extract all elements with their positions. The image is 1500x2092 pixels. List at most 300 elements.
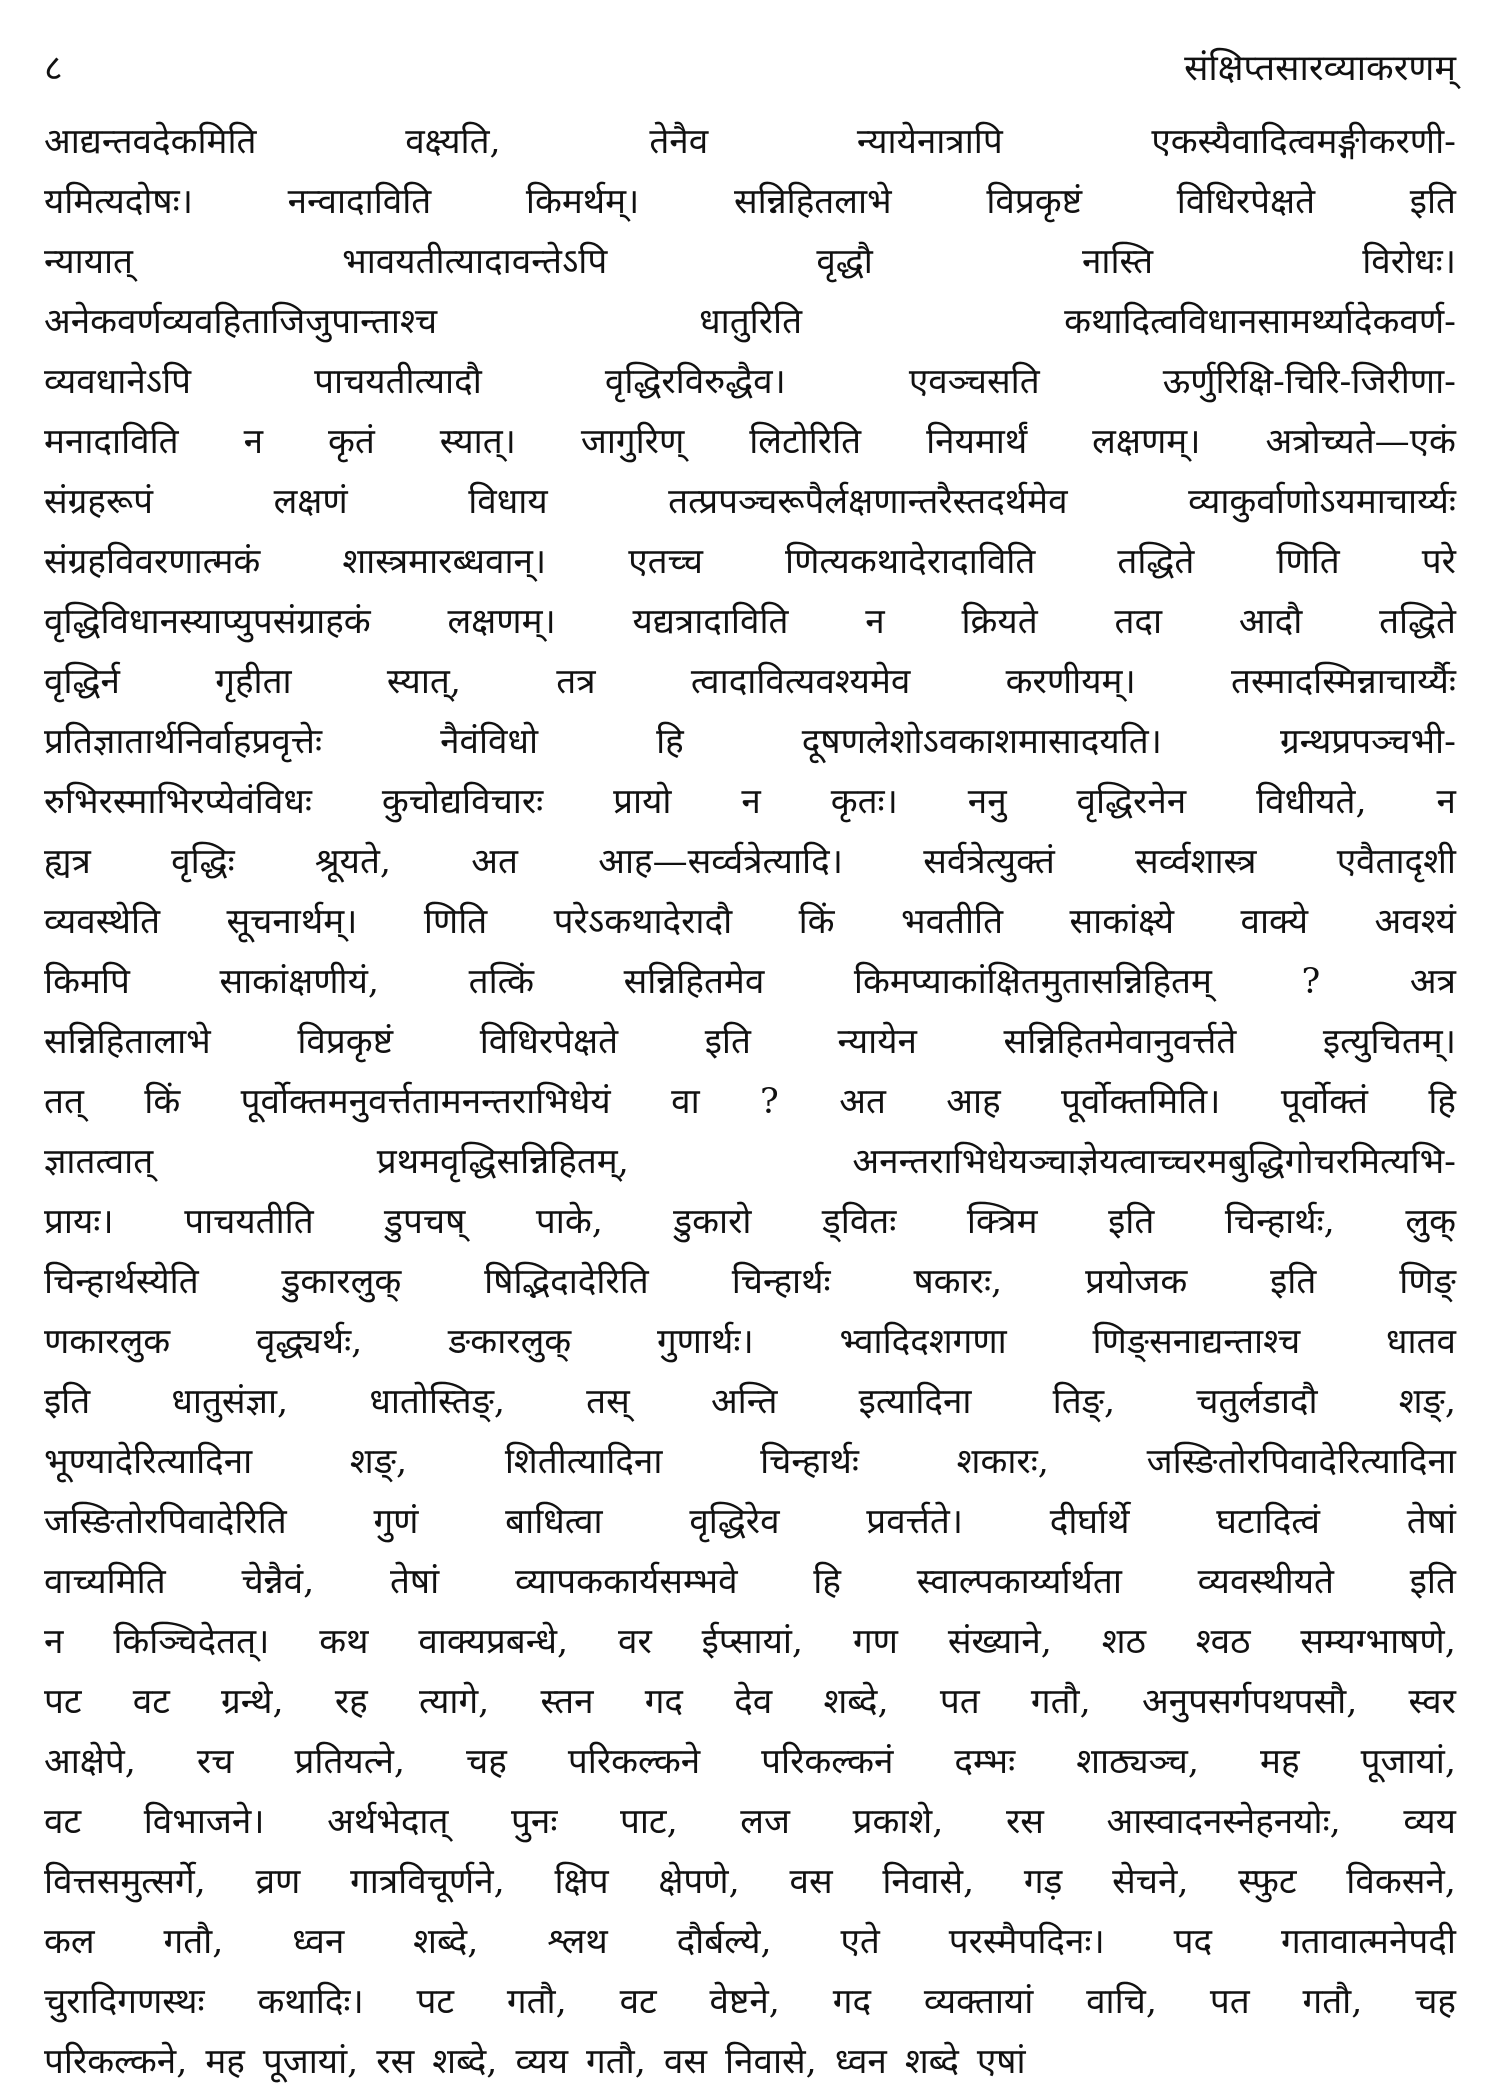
text-word: चह (466, 1742, 507, 1782)
text-word: व्यापककार्यसम्भवे (514, 1562, 738, 1602)
text-word: ग्रन्थे, (221, 1682, 284, 1722)
text-word: संख्याने, (947, 1622, 1052, 1662)
text-word: क्षिप (554, 1862, 609, 1902)
text-word: विप्रकृष्टं (986, 182, 1083, 222)
text-line (44, 532, 1456, 592)
text-word: स्फुट (1238, 1862, 1297, 1902)
text-word: इति (1270, 1262, 1317, 1302)
text-word: गुणं (373, 1502, 419, 1542)
text-word: संग्रहरूपं (44, 482, 154, 522)
text-word: अनेकवर्णव्यवहिताजिजुपान्ताश्च (44, 302, 438, 342)
text-word: लुक् (1405, 1202, 1456, 1242)
text-word: वा (671, 1082, 700, 1122)
text-word: चतुर्लडादौ (1196, 1382, 1318, 1422)
text-word: निवासे, (725, 2042, 817, 2082)
text-word: पाचयतीति (184, 1202, 314, 1242)
text-word: पूर्वोक्तं (1280, 1082, 1368, 1122)
text-word: ननु (967, 782, 1007, 822)
text-line (44, 412, 1456, 472)
text-word: वक्ष्यति, (405, 122, 501, 162)
text-word: व्यवस्थीयते (1197, 1562, 1334, 1602)
text-word: ? (1301, 962, 1321, 1002)
text-word: न (1436, 782, 1456, 822)
text-word: णिङ्सनाद्यन्ताश्च (1092, 1322, 1301, 1362)
text-line (44, 1372, 1456, 1432)
text-word: तस् (586, 1382, 630, 1422)
text-line (44, 1492, 1456, 1552)
text-word: ड्वितः (822, 1202, 897, 1242)
text-word: पाके, (535, 1202, 603, 1242)
text-line (44, 292, 1456, 352)
text-line (44, 952, 1456, 1012)
text-word: दीर्घार्थे (1049, 1502, 1130, 1542)
text-line (44, 1732, 1456, 1792)
text-word: न (243, 422, 263, 462)
text-word: परिकल्कनं (761, 1742, 894, 1782)
text-word: प्रकाशे, (852, 1802, 944, 1842)
text-word: सन्निहितमेव (623, 962, 765, 1002)
running-title: संक्षिप्तसारव्याकरणम् (1184, 48, 1456, 89)
text-word: ध्वन (834, 2042, 887, 2082)
text-word: वेष्टने, (709, 1982, 780, 2022)
text-word: गतौ, (506, 1982, 567, 2022)
text-word: किमपि (44, 962, 130, 1002)
text-word: इति (1409, 1562, 1456, 1602)
text-word: गतावात्मनेपदी (1280, 1922, 1456, 1962)
text-word: कथादित्वविधानसामर्थ्यादेकवर्ण- (1064, 302, 1456, 342)
text-line (44, 1192, 1456, 1252)
text-word: सन्निहितलाभे (733, 182, 892, 222)
text-word: धातुरिति (699, 302, 803, 342)
text-word: वर (618, 1622, 652, 1662)
text-word: स्यात्। (439, 422, 516, 462)
text-word: न (44, 1622, 64, 1662)
text-line (44, 892, 1456, 952)
text-word: षिद्भिदादेरिति (484, 1262, 649, 1302)
text-word: कथ (319, 1622, 369, 1662)
text-word: क्रियते (961, 602, 1038, 642)
text-word: त्यागे, (418, 1682, 490, 1722)
text-word: तस्मादस्मिन्नाचार्य्यैः (1231, 662, 1456, 702)
text-word: शङ्, (1398, 1382, 1456, 1422)
text-word: किमप्याकांक्षितमुतासन्निहितम् (853, 962, 1212, 1002)
text-line (44, 1612, 1456, 1672)
text-word: जस्ङितोरपिवादेरित्यादिना (1146, 1442, 1456, 1482)
text-word: भ्वादिदशगणा (839, 1322, 1007, 1362)
text-word: सर्वत्रेत्युक्तं (923, 842, 1055, 882)
text-word: णित्यकथादेरादाविति (785, 542, 1036, 582)
text-word: प्रतिज्ञातार्थनिर्वाहप्रवृत्तेः (44, 722, 323, 762)
text-word: निवासे, (882, 1862, 975, 1902)
text-word: कुचोद्यविचारः (381, 782, 544, 822)
text-word: कल (44, 1922, 95, 1962)
text-word: व्यय (515, 2042, 569, 2082)
text-word: मह (1260, 1742, 1300, 1782)
text-word: सन्निहितमेवानुवर्त्तते (1003, 1022, 1237, 1062)
text-word: जागुरिण् (580, 422, 685, 462)
text-line (44, 652, 1456, 712)
text-word: न्यायेनात्रापि (856, 122, 1003, 162)
text-word: त्वादावित्यवश्यमेव (690, 662, 911, 702)
text-word: देव (734, 1682, 773, 1722)
text-word: तत्र (556, 662, 596, 702)
text-word: हि (1428, 1082, 1456, 1122)
text-word: अत (839, 1082, 886, 1122)
text-word: आह (946, 1082, 1001, 1122)
text-word: इति (44, 1382, 91, 1422)
page-number: ८ (44, 48, 63, 89)
text-word: न्यायात् (44, 242, 134, 282)
text-word: नन्वादाविति (287, 182, 432, 222)
text-word: वृद्धिर्न (44, 662, 120, 702)
text-word: विधिरपेक्षते (1176, 182, 1316, 222)
text-word: परस्मैपदिनः। (948, 1922, 1105, 1962)
text-line (44, 772, 1456, 832)
text-word: ङकारलुक् (448, 1322, 572, 1362)
text-word: लज (740, 1802, 790, 1842)
text-word: वृद्ध्यर्थः, (255, 1322, 363, 1362)
text-word: दौर्बल्ये, (676, 1922, 772, 1962)
text-word: रस (376, 2042, 415, 2082)
text-word: एते (840, 1922, 880, 1962)
text-word: न (865, 602, 885, 642)
text-word: भावयतीत्यादावन्तेऽपि (342, 242, 608, 282)
text-word: विधीयते, (1256, 782, 1367, 822)
text-word: जस्ङितोरपिवादेरिति (44, 1502, 287, 1542)
text-word: विधाय (468, 482, 548, 522)
text-line (44, 172, 1456, 232)
text-word: पाट, (619, 1802, 678, 1842)
text-word: वट (619, 1982, 657, 2022)
text-word: वृद्धिरविरुद्धैव। (604, 362, 786, 402)
text-word: स्यात्, (386, 662, 461, 702)
text-word: अत्रोच्यते—एकं (1265, 422, 1456, 462)
text-word: करणीयम्। (1005, 662, 1136, 702)
text-word: शकारः, (956, 1442, 1049, 1482)
page-header (44, 44, 1456, 94)
text-line (44, 1552, 1456, 1612)
text-word: प्रवर्त्तते। (866, 1502, 964, 1542)
text-word: वित्तसमुत्सर्गे, (44, 1862, 206, 1902)
text-word: प्रतियत्ने, (294, 1742, 406, 1782)
text-word: व्यय (1403, 1802, 1456, 1842)
text-word: पूजायां, (262, 2042, 359, 2082)
text-word: डुकारो (673, 1202, 752, 1242)
text-word: पद (1173, 1922, 1213, 1962)
text-word: अनुपसर्गपथपसौ, (1141, 1682, 1358, 1722)
text-word: इति (1409, 182, 1456, 222)
text-word: गद (644, 1682, 683, 1722)
text-word: विधिरपेक्षते (479, 1022, 619, 1062)
text-line (44, 1852, 1456, 1912)
body-text (44, 112, 1456, 2082)
text-word: शब्दे (904, 2042, 959, 2082)
text-word: लक्षणम्। (447, 602, 556, 642)
text-word: एवञ्चसति (908, 362, 1040, 402)
text-word: गतौ, (163, 1922, 224, 1962)
text-word: चिन्हार्थः (760, 1442, 859, 1482)
text-word: तद्धिते (1379, 602, 1456, 642)
text-word: गुणार्थः। (656, 1322, 754, 1362)
text-word: वट (132, 1682, 170, 1722)
text-line (44, 1912, 1456, 1972)
text-word: सूचनार्थम्। (226, 902, 358, 942)
text-word: गतौ, (586, 2042, 646, 2082)
text-line (44, 352, 1456, 412)
text-line (44, 2032, 1456, 2092)
text-line (44, 1432, 1456, 1492)
text-word: चिन्हार्थः, (1224, 1202, 1335, 1242)
text-word: अन्ति (710, 1382, 778, 1422)
text-word: गद (832, 1982, 872, 2022)
text-word: न्यायेन (837, 1022, 917, 1062)
text-word: विभाजने। (143, 1802, 265, 1842)
text-word: पत (1209, 1982, 1250, 2022)
text-word: तत्किं (468, 962, 534, 1002)
text-word: ईप्सायां, (701, 1622, 804, 1662)
text-word: अनन्तराभिधेयञ्चाज्ञेयत्वाच्चरमबुद्धिगोचरमित्यभि- (852, 1142, 1456, 1182)
text-word: रुभिरस्माभिरप्येवंविधः (44, 782, 312, 822)
text-word: संग्रहविवरणात्मकं (44, 542, 261, 582)
text-word: वाक्यप्रबन्धे, (418, 1622, 569, 1662)
text-word: तेषां (389, 1562, 440, 1602)
text-word: व्यवधानेऽपि (44, 362, 192, 402)
text-word: पट (416, 1982, 455, 2022)
text-word: धातोस्तिङ्, (369, 1382, 505, 1422)
text-word: सन्निहितालाभे (44, 1022, 211, 1062)
text-word: तेषां (1406, 1502, 1456, 1542)
text-word: चेन्नैवं, (241, 1562, 315, 1602)
text-word: शास्त्रमारब्धवान्। (342, 542, 547, 582)
text-word: शब्दे, (823, 1682, 889, 1722)
text-word: शितीत्यादिना (504, 1442, 663, 1482)
text-word: नैवंविधो (440, 722, 539, 762)
text-word: पूजायां, (1360, 1742, 1456, 1782)
text-word: गतौ, (1302, 1982, 1363, 2022)
text-word: शठ (1101, 1622, 1146, 1662)
text-word: ज्ञातत्वात् (44, 1142, 154, 1182)
text-word: शङ्, (349, 1442, 408, 1482)
text-word: कृतं (327, 422, 375, 462)
text-word: प्रायो (613, 782, 672, 822)
text-word: वृद्धिः (171, 842, 235, 882)
text-word: श्वठ (1195, 1622, 1251, 1662)
text-word: वट (44, 1802, 82, 1842)
text-word: चिन्हार्थः (731, 1262, 831, 1302)
text-word: यमित्यदोषः। (44, 182, 193, 222)
text-word: पूर्वोक्तमनुवर्त्ततामनन्तराभिधेयं (240, 1082, 611, 1122)
text-word: किं (144, 1082, 181, 1122)
text-word: प्रायः। (44, 1202, 114, 1242)
text-line (44, 232, 1456, 292)
text-word: विकसने, (1346, 1862, 1456, 1902)
text-word: घटादित्वं (1216, 1502, 1321, 1542)
text-word: एवैतादृशी (1336, 842, 1456, 882)
text-word: आस्वादनस्नेहनयोः, (1106, 1802, 1341, 1842)
text-line (44, 1792, 1456, 1852)
text-word: डुकारलुक् (281, 1262, 402, 1302)
text-word: आह—सर्व्वत्रेत्यादि। (598, 842, 843, 882)
text-line (44, 1132, 1456, 1192)
text-word: तत् (44, 1082, 84, 1122)
text-word: सर्व्वशास्त्र (1135, 842, 1257, 882)
text-word: वस (663, 2042, 707, 2082)
text-word: णिङ् (1399, 1262, 1456, 1302)
text-word: णिति (423, 902, 488, 942)
text-word: रस (1005, 1802, 1044, 1842)
text-word: षकारः, (913, 1262, 1003, 1302)
text-word: वाक्ये (1240, 902, 1309, 942)
text-word: गण (852, 1622, 898, 1662)
text-word: आद्यन्तवदेकमिति (44, 122, 257, 162)
text-word: साकांक्षणीयं, (219, 962, 380, 1002)
text-word: चिन्हार्थस्येति (44, 1262, 199, 1302)
text-line (44, 112, 1456, 172)
text-word: धातव (1385, 1322, 1456, 1362)
text-word: पूर्वोक्तमिति। (1061, 1082, 1221, 1122)
text-word: गृहीता (215, 662, 292, 702)
text-word: चह (1415, 1982, 1456, 2022)
text-word: मह (205, 2042, 245, 2082)
text-line (44, 832, 1456, 892)
text-word: भवतीति (900, 902, 1004, 942)
text-word: परे (1421, 542, 1456, 582)
text-word: शब्दे, (432, 2042, 498, 2082)
text-word: व्रण (255, 1862, 301, 1902)
text-word: यद्यत्रादाविति (632, 602, 789, 642)
text-word: एकस्यैवादित्वमङ्गीकरणी- (1151, 122, 1456, 162)
text-word: इति (1108, 1202, 1155, 1242)
text-word: वृद्धिरेव (689, 1502, 780, 1542)
text-word: इत्यादिना (858, 1382, 972, 1422)
text-word: व्यवस्थेति (44, 902, 161, 942)
text-line (44, 1252, 1456, 1312)
text-word: विरोधः। (1362, 242, 1456, 282)
text-word: अत्र (1409, 962, 1456, 1002)
text-word: न (741, 782, 761, 822)
text-word: नियमार्थं (926, 422, 1028, 462)
text-word: पट (44, 1682, 82, 1722)
text-word: किमर्थम्। (525, 182, 640, 222)
text-word: डुपचष् (384, 1202, 466, 1242)
text-word: परेऽकथादेरादौ (553, 902, 733, 942)
text-word: चुरादिगणस्थः (44, 1982, 205, 2022)
text-word: लक्षणं (273, 482, 348, 522)
text-word: स्वर (1408, 1682, 1456, 1722)
text-word: स्तन (540, 1682, 594, 1722)
text-word: दूषणलेशोऽवकाशमासादयति। (801, 722, 1162, 762)
text-word: शाठ्यञ्च, (1076, 1742, 1199, 1782)
text-word: प्रयोजक (1085, 1262, 1188, 1302)
text-word: कथादिः। (257, 1982, 364, 2022)
text-line (44, 712, 1456, 772)
text-word: वाचि, (1086, 1982, 1158, 2022)
text-word: साकांक्ष्ये (1069, 902, 1175, 942)
text-word: श्लथ (547, 1922, 608, 1962)
text-word: हि (813, 1562, 841, 1602)
text-word: परिकल्कने, (44, 2042, 188, 2082)
text-word: ऊर्णुरिक्षि-चिरि-जिरीणा- (1162, 362, 1456, 402)
text-line (44, 1972, 1456, 2032)
text-word: श्रूयते, (314, 842, 392, 882)
text-word: पाचयतीत्यादौ (314, 362, 482, 402)
text-word: सम्यग्भाषणे, (1300, 1622, 1456, 1662)
text-word: वृद्धिविधानस्याप्युपसंग्राहकं (44, 602, 371, 642)
text-word: णकारलुक (44, 1322, 171, 1362)
text-word: ह्यत्र (44, 842, 91, 882)
text-word: क्त्रिम (966, 1202, 1038, 1242)
text-word: पुनः (511, 1802, 558, 1842)
text-word: तेनैव (649, 122, 709, 162)
text-word: प्रथमवृद्धिसन्निहितम्, (376, 1142, 629, 1182)
text-word: स्वाल्पकार्य्यार्थता (916, 1562, 1122, 1602)
text-word: रच (196, 1742, 234, 1782)
text-word: इत्युचितम्। (1322, 1022, 1456, 1062)
text-word: भूण्यादेरित्यादिना (44, 1442, 253, 1482)
text-word: तत्प्रपञ्चरूपैर्लक्षणान्तरैस्तदर्थमेव (668, 482, 1068, 522)
text-word: विप्रकृष्टं (297, 1022, 394, 1062)
text-word: पत (939, 1682, 980, 1722)
text-line (44, 592, 1456, 652)
text-word: मनादाविति (44, 422, 179, 462)
text-word: वाच्यमिति (44, 1562, 166, 1602)
text-word: बाधित्वा (505, 1502, 603, 1542)
text-line (44, 472, 1456, 532)
text-word: शब्दे, (413, 1922, 479, 1962)
text-word: लक्षणम्। (1092, 422, 1201, 462)
text-word: तिङ्, (1052, 1382, 1116, 1422)
text-word: वस (789, 1862, 833, 1902)
text-word: आदौ (1238, 602, 1303, 642)
text-word: ग्रन्थप्रपञ्चभी- (1279, 722, 1456, 762)
text-word: वृद्धौ (816, 242, 873, 282)
text-word: गड़ (1023, 1862, 1063, 1902)
text-word: गात्रविचूर्णने, (350, 1862, 505, 1902)
text-word: सेचने, (1112, 1862, 1189, 1902)
text-word: हि (656, 722, 684, 762)
text-word: ? (760, 1082, 779, 1122)
text-word: रह (334, 1682, 368, 1722)
text-word: किं (798, 902, 835, 942)
text-word: गतौ, (1030, 1682, 1091, 1722)
text-word: तद्धिते (1117, 542, 1195, 582)
text-word: व्यक्तायां (923, 1982, 1034, 2022)
text-word: एतच्च (628, 542, 703, 582)
text-word: धातुसंज्ञा, (171, 1382, 289, 1422)
text-word: अर्थभेदात् (327, 1802, 449, 1842)
text-word: परिकल्कने (567, 1742, 701, 1782)
text-word: वृद्धिरनेन (1076, 782, 1187, 822)
text-word: दम्भः (954, 1742, 1016, 1782)
text-word: आक्षेपे, (44, 1742, 136, 1782)
text-word: अवश्यं (1374, 902, 1456, 942)
text-word: कृतः। (830, 782, 898, 822)
text-line (44, 1312, 1456, 1372)
text-line (44, 1072, 1456, 1132)
text-word: एषां (976, 2042, 1026, 2082)
text-word: अत (471, 842, 518, 882)
text-line (44, 1012, 1456, 1072)
text-word: णिति (1276, 542, 1340, 582)
text-word: तदा (1114, 602, 1163, 642)
text-word: नास्ति (1081, 242, 1154, 282)
text-word: इति (704, 1022, 751, 1062)
text-word: ध्वन (292, 1922, 345, 1962)
text-word: व्याकुर्वाणोऽयमाचार्य्यः (1188, 482, 1456, 522)
text-word: किञ्चिदेतत्। (113, 1622, 270, 1662)
text-word: लिटोरिति (749, 422, 862, 462)
text-line (44, 1672, 1456, 1732)
